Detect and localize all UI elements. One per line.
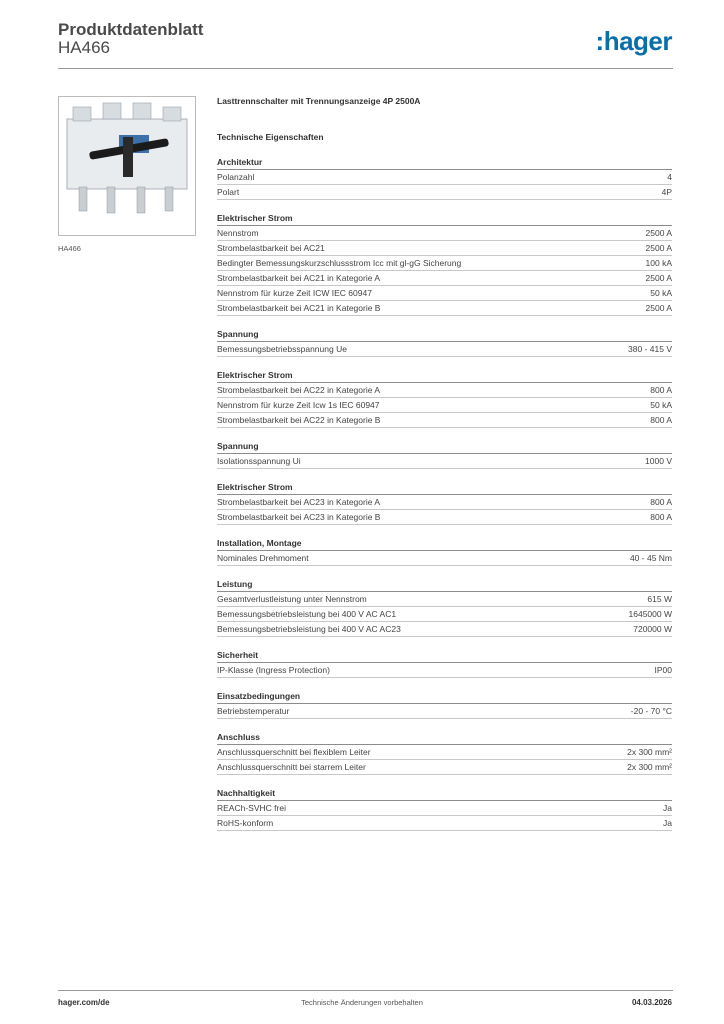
spec-section (217, 156, 672, 200)
section-title: Elektrischer Strom (217, 369, 672, 383)
section-title: Sicherheit (217, 649, 672, 663)
spec-value: 4P (661, 187, 672, 197)
spec-sections (217, 156, 672, 831)
spec-value: 1000 V (645, 456, 672, 466)
spec-section (217, 690, 672, 719)
spec-value: 2500 A (645, 243, 672, 253)
image-caption: HA466 (58, 244, 81, 253)
spec-row (217, 495, 672, 510)
spec-value: 800 A (650, 497, 672, 507)
spec-label: Betriebstemperatur (217, 706, 290, 716)
spec-label: Nennstrom für kurze Zeit Icw 1s IEC 60947 (217, 400, 380, 410)
spec-value: 100 kA (645, 258, 672, 268)
spec-section (217, 578, 672, 637)
spec-label: Gesamtverlustleistung unter Nennstrom (217, 594, 367, 604)
spec-label: Anschlussquerschnitt bei starrem Leiter (217, 762, 366, 772)
spec-value: 50 kA (650, 400, 672, 410)
spec-label: Strombelastbarkeit bei AC23 in Kategorie B (217, 512, 381, 522)
footer-notice: Technische Änderungen vorbehalten (301, 998, 423, 1007)
section-title: Architektur (217, 156, 672, 170)
spec-row (217, 413, 672, 428)
spec-section (217, 649, 672, 678)
spec-label: Strombelastbarkeit bei AC22 in Kategorie B (217, 415, 381, 425)
spec-label: RoHS-konform (217, 818, 274, 828)
spec-section (217, 440, 672, 469)
product-code: HA466 (58, 38, 110, 57)
spec-row (217, 622, 672, 637)
spec-label: Nennstrom für kurze Zeit ICW IEC 60947 (217, 288, 372, 298)
footer-date: 04.03.2026 (631, 998, 672, 1007)
section-title: Elektrischer Strom (217, 481, 672, 495)
spec-value: 40 - 45 Nm (629, 553, 672, 563)
document-subtitle: Technische Eigenschaften (217, 132, 324, 142)
spec-value: 2500 A (645, 303, 672, 313)
section-title: Spannung (217, 440, 672, 454)
spec-label: Bemessungsbetriebsleistung bei 400 V AC AC1 (217, 609, 397, 619)
spec-row (217, 816, 672, 831)
section-title: Nachhaltigkeit (217, 787, 672, 801)
spec-row (217, 745, 672, 760)
spec-row (217, 241, 672, 256)
spec-value: -20 - 70 °C (630, 706, 672, 716)
spec-label: Bemessungsbetriebsleistung bei 400 V AC AC23 (217, 624, 401, 634)
page-title: Produktdatenblatt (58, 20, 204, 39)
spec-label: Bemessungsbetriebsspannung Ue (217, 344, 347, 354)
spec-value: 380 - 415 V (628, 344, 672, 354)
spec-label: Anschlussquerschnitt bei flexiblem Leiter (217, 747, 371, 757)
spec-value: 4 (667, 172, 672, 182)
spec-label: Strombelastbarkeit bei AC21 in Kategorie A (217, 273, 381, 283)
spec-row (217, 801, 672, 816)
spec-row (217, 226, 672, 241)
spec-label: Polart (217, 187, 240, 197)
spec-row (217, 170, 672, 185)
spec-row (217, 663, 672, 678)
spec-value: 800 A (650, 385, 672, 395)
spec-value: IP00 (654, 665, 672, 675)
footer-divider (58, 990, 673, 991)
spec-value: Ja (663, 803, 672, 813)
spec-value: 2x 300 mm² (627, 747, 672, 757)
spec-value: 720000 W (633, 624, 672, 634)
spec-value: 2500 A (645, 273, 672, 283)
spec-row (217, 704, 672, 719)
product-image (58, 96, 196, 236)
spec-section (217, 537, 672, 566)
hager-logo: :hager (595, 26, 672, 56)
spec-label: Isolationsspannung Ui (217, 456, 301, 466)
spec-row (217, 510, 672, 525)
spec-label: Strombelastbarkeit bei AC21 in Kategorie B (217, 303, 381, 313)
spec-label: REACh-SVHC frei (217, 803, 286, 813)
spec-row (217, 256, 672, 271)
spec-label: Nennstrom (217, 228, 259, 238)
spec-row (217, 271, 672, 286)
spec-row (217, 286, 672, 301)
section-title: Anschluss (217, 731, 672, 745)
document-title: Lasttrennschalter mit Trennungsanzeige 4P 2500A (217, 96, 421, 106)
spec-section (217, 481, 672, 525)
spec-section (217, 212, 672, 316)
spec-row (217, 592, 672, 607)
spec-content (217, 94, 672, 831)
spec-row (217, 185, 672, 200)
section-title: Einsatzbedingungen (217, 690, 672, 704)
spec-row (217, 454, 672, 469)
spec-label: Strombelastbarkeit bei AC22 in Kategorie A (217, 385, 381, 395)
spec-row (217, 342, 672, 357)
footer-website[interactable]: hager.com/de (58, 998, 110, 1007)
spec-value: 2x 300 mm² (627, 762, 672, 772)
spec-label: Nominales Drehmoment (217, 553, 309, 563)
spec-value: 50 kA (650, 288, 672, 298)
spec-row (217, 607, 672, 622)
spec-label: Polanzahl (217, 172, 255, 182)
spec-value: 2500 A (645, 228, 672, 238)
spec-section (217, 328, 672, 357)
spec-value: 615 W (647, 594, 672, 604)
section-title: Installation, Montage (217, 537, 672, 551)
spec-label: Bedingter Bemessungskurzschlussstrom Icc mit gl-gG Sicherung (217, 258, 462, 268)
spec-value: 800 A (650, 415, 672, 425)
section-title: Leistung (217, 578, 672, 592)
spec-label: IP-Klasse (Ingress Protection) (217, 665, 330, 675)
spec-value: 1645000 W (628, 609, 672, 619)
spec-row (217, 301, 672, 316)
spec-label: Strombelastbarkeit bei AC21 (217, 243, 325, 253)
section-title: Spannung (217, 328, 672, 342)
spec-row (217, 760, 672, 775)
spec-value: Ja (663, 818, 672, 828)
spec-value: 800 A (650, 512, 672, 522)
spec-row (217, 383, 672, 398)
spec-row (217, 398, 672, 413)
header-divider (58, 68, 673, 69)
spec-section (217, 369, 672, 428)
spec-row (217, 551, 672, 566)
spec-section (217, 731, 672, 775)
section-title: Elektrischer Strom (217, 212, 672, 226)
spec-section (217, 787, 672, 831)
spec-label: Strombelastbarkeit bei AC23 in Kategorie A (217, 497, 381, 507)
